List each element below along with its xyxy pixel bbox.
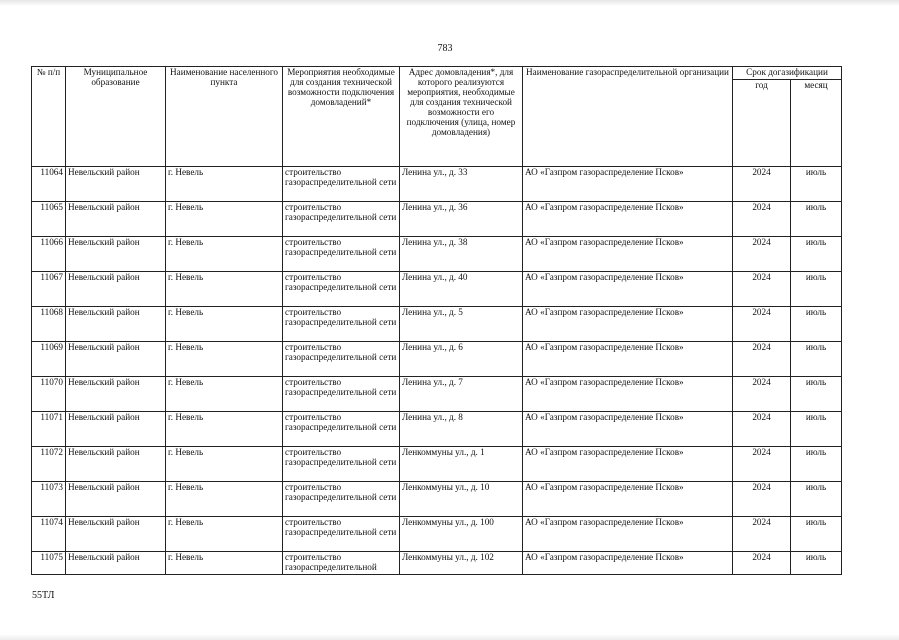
cell-organization: АО «Газпром газораспределение Псков» xyxy=(523,552,733,575)
cell-measure: строительство газораспределительной xyxy=(283,552,400,575)
cell-address: Ленина ул., д. 33 xyxy=(400,167,523,202)
cell-locality: г. Невель xyxy=(166,552,283,575)
cell-organization: АО «Газпром газораспределение Псков» xyxy=(523,377,733,412)
cell-year: 2024 xyxy=(733,272,791,307)
table-row xyxy=(32,202,842,237)
cell-municipality: Невельский район xyxy=(66,307,166,342)
cell-year: 2024 xyxy=(733,377,791,412)
cell-month: июль xyxy=(791,517,842,552)
cell-measure: строительство газораспределительной сети xyxy=(283,342,400,377)
cell-month: июль xyxy=(791,482,842,517)
cell-measure: строительство газораспределительной сети xyxy=(283,412,400,447)
cell-year: 2024 xyxy=(733,517,791,552)
cell-address: Ленкоммуны ул., д. 1 xyxy=(400,447,523,482)
table-header-row xyxy=(32,67,842,80)
cell-address: Ленкоммуны ул., д. 10 xyxy=(400,482,523,517)
cell-address: Ленкоммуны ул., д. 100 xyxy=(400,517,523,552)
cell-address: Ленина ул., д. 38 xyxy=(400,237,523,272)
cell-organization: АО «Газпром газораспределение Псков» xyxy=(523,482,733,517)
cell-municipality: Невельский район xyxy=(66,272,166,307)
cell-num: 11068 xyxy=(32,307,66,342)
cell-month: июль xyxy=(791,307,842,342)
cell-month: июль xyxy=(791,447,842,482)
cell-locality: г. Невель xyxy=(166,272,283,307)
cell-locality: г. Невель xyxy=(166,412,283,447)
cell-year: 2024 xyxy=(733,202,791,237)
cell-organization: АО «Газпром газораспределение Псков» xyxy=(523,272,733,307)
cell-measure: строительство газораспределительной сети xyxy=(283,377,400,412)
table-row xyxy=(32,517,842,552)
cell-locality: г. Невель xyxy=(166,237,283,272)
cell-num: 11071 xyxy=(32,412,66,447)
cell-organization: АО «Газпром газораспределение Псков» xyxy=(523,237,733,272)
header-locality: Наименование населенного пункта xyxy=(166,67,283,167)
cell-year: 2024 xyxy=(733,482,791,517)
cell-organization: АО «Газпром газораспределение Псков» xyxy=(523,342,733,377)
cell-organization: АО «Газпром газораспределение Псков» xyxy=(523,412,733,447)
cell-measure: строительство газораспределительной сети xyxy=(283,517,400,552)
cell-month: июль xyxy=(791,342,842,377)
cell-organization: АО «Газпром газораспределение Псков» xyxy=(523,447,733,482)
cell-year: 2024 xyxy=(733,412,791,447)
cell-num: 11069 xyxy=(32,342,66,377)
cell-year: 2024 xyxy=(733,307,791,342)
cell-measure: строительство газораспределительной сети xyxy=(283,237,400,272)
header-num: № п/п xyxy=(32,67,66,167)
cell-year: 2024 xyxy=(733,237,791,272)
cell-locality: г. Невель xyxy=(166,517,283,552)
cell-locality: г. Невель xyxy=(166,167,283,202)
cell-organization: АО «Газпром газораспределение Псков» xyxy=(523,202,733,237)
cell-municipality: Невельский район xyxy=(66,482,166,517)
cell-measure: строительство газораспределительной сети xyxy=(283,307,400,342)
cell-year: 2024 xyxy=(733,167,791,202)
cell-organization: АО «Газпром газораспределение Псков» xyxy=(523,517,733,552)
page-number: 783 xyxy=(437,43,453,54)
cell-organization: АО «Газпром газораспределение Псков» xyxy=(523,307,733,342)
cell-num: 11065 xyxy=(32,202,66,237)
cell-year: 2024 xyxy=(733,447,791,482)
cell-address: Ленина ул., д. 36 xyxy=(400,202,523,237)
header-month: месяц xyxy=(791,80,842,167)
cell-num: 11066 xyxy=(32,237,66,272)
cell-locality: г. Невель xyxy=(166,482,283,517)
cell-num: 11074 xyxy=(32,517,66,552)
cell-month: июль xyxy=(791,237,842,272)
cell-month: июль xyxy=(791,167,842,202)
table-row xyxy=(32,412,842,447)
cell-locality: г. Невель xyxy=(166,342,283,377)
header-deadline-group: Срок догазификации xyxy=(733,67,842,80)
cell-month: июль xyxy=(791,412,842,447)
table-body xyxy=(32,167,842,575)
cell-municipality: Невельский район xyxy=(66,342,166,377)
cell-municipality: Невельский район xyxy=(66,447,166,482)
cell-month: июль xyxy=(791,552,842,575)
cell-num: 11075 xyxy=(32,552,66,575)
header-organization: Наименование газораспределительной организации xyxy=(523,67,733,167)
footer-code: 55ТЛ xyxy=(32,590,55,601)
cell-address: Ленина ул., д. 7 xyxy=(400,377,523,412)
cell-municipality: Невельский район xyxy=(66,412,166,447)
cell-measure: строительство газораспределительной сети xyxy=(283,202,400,237)
header-year: год xyxy=(733,80,791,167)
cell-locality: г. Невель xyxy=(166,202,283,237)
scan-edge-top xyxy=(0,0,899,6)
table-row xyxy=(32,272,842,307)
table-row xyxy=(32,237,842,272)
cell-num: 11073 xyxy=(32,482,66,517)
cell-municipality: Невельский район xyxy=(66,517,166,552)
table-row xyxy=(32,167,842,202)
cell-locality: г. Невель xyxy=(166,307,283,342)
table-row xyxy=(32,342,842,377)
cell-locality: г. Невель xyxy=(166,377,283,412)
cell-num: 11064 xyxy=(32,167,66,202)
table-row xyxy=(32,482,842,517)
cell-locality: г. Невель xyxy=(166,447,283,482)
table-row xyxy=(32,552,842,575)
cell-municipality: Невельский район xyxy=(66,237,166,272)
cell-year: 2024 xyxy=(733,552,791,575)
cell-num: 11070 xyxy=(32,377,66,412)
table-row xyxy=(32,307,842,342)
cell-measure: строительство газораспределительной сети xyxy=(283,167,400,202)
table-row xyxy=(32,377,842,412)
header-municipality: Муниципальное образование xyxy=(66,67,166,167)
cell-municipality: Невельский район xyxy=(66,552,166,575)
header-address: Адрес домовладения*, для которого реализуются мероприятия, необходимые для создания технической возможности его подключения (улица, номер домовладения) xyxy=(400,67,523,167)
cell-municipality: Невельский район xyxy=(66,167,166,202)
cell-month: июль xyxy=(791,377,842,412)
cell-num: 11067 xyxy=(32,272,66,307)
header-measures: Мероприятия необходимые для создания технической возможности подключения домовладений* xyxy=(283,67,400,167)
cell-measure: строительство газораспределительной сети xyxy=(283,447,400,482)
cell-month: июль xyxy=(791,272,842,307)
scan-edge-bottom xyxy=(0,634,899,640)
cell-organization: АО «Газпром газораспределение Псков» xyxy=(523,167,733,202)
gasification-table xyxy=(31,66,842,575)
cell-measure: строительство газораспределительной сети xyxy=(283,272,400,307)
cell-address: Ленкоммуны ул., д. 102 xyxy=(400,552,523,575)
cell-municipality: Невельский район xyxy=(66,377,166,412)
cell-address: Ленина ул., д. 6 xyxy=(400,342,523,377)
cell-address: Ленина ул., д. 5 xyxy=(400,307,523,342)
cell-address: Ленина ул., д. 8 xyxy=(400,412,523,447)
cell-municipality: Невельский район xyxy=(66,202,166,237)
cell-month: июль xyxy=(791,202,842,237)
cell-num: 11072 xyxy=(32,447,66,482)
cell-address: Ленина ул., д. 40 xyxy=(400,272,523,307)
cell-year: 2024 xyxy=(733,342,791,377)
table-row xyxy=(32,447,842,482)
cell-measure: строительство газораспределительной сети xyxy=(283,482,400,517)
